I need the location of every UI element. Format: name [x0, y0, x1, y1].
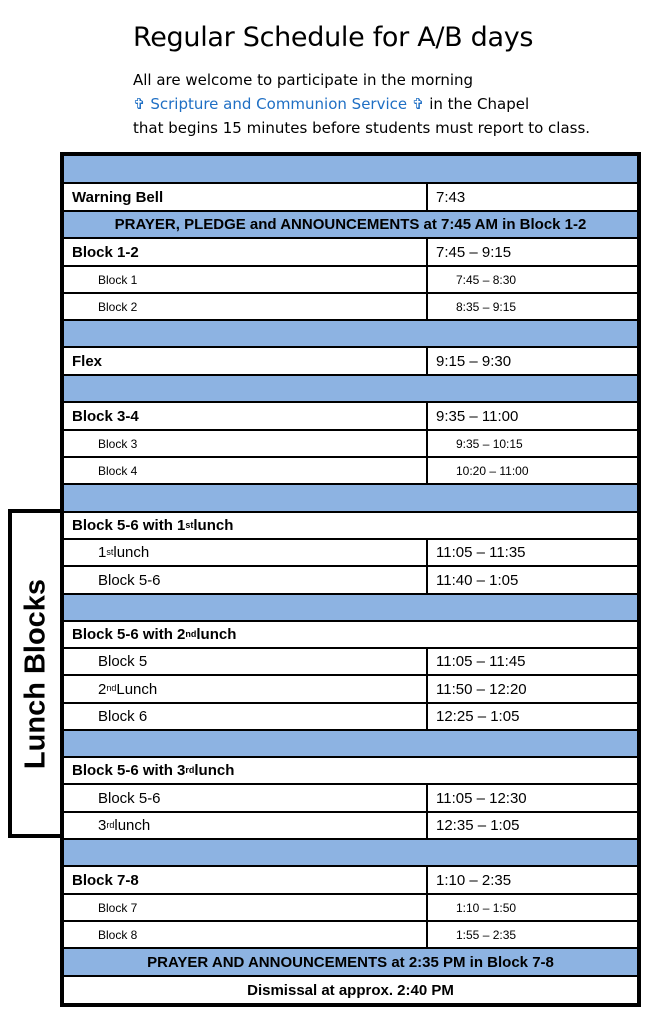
table-row — [64, 458, 637, 485]
lunch-blocks-box — [8, 509, 64, 838]
block8-time: 1:55 – 2:35 — [426, 922, 637, 947]
block4-label: Block 4 — [98, 463, 138, 478]
lunch2-row2-tail: Lunch — [116, 680, 158, 698]
block7-label: Block 7 — [98, 900, 138, 915]
lunch3-row1-time: 11:05 – 12:30 — [426, 785, 637, 811]
block34-label: Block 3-4 — [72, 407, 139, 425]
table-row — [64, 239, 637, 267]
lunch1-row1-num: 1 — [98, 544, 107, 561]
lunch1-heading-tail: lunch — [193, 517, 234, 534]
block2-label: Block 2 — [98, 299, 138, 314]
spacer-row — [64, 376, 637, 403]
table-row — [64, 513, 637, 540]
lunch3-row2-num: 3 — [98, 817, 107, 834]
block3-label: Block 3 — [98, 436, 138, 451]
lunch2-row3-time: 12:25 – 1:05 — [426, 704, 637, 729]
intro-line-2-tail: in the Chapel — [424, 95, 530, 113]
lunch2-row2-label: 2 $^{nd}$ Lunch — [98, 680, 158, 698]
intro-line-3: that begins 15 minutes before students must report to class. — [133, 119, 591, 137]
table-row — [64, 785, 637, 813]
table-row — [64, 758, 637, 785]
table-row — [64, 567, 637, 595]
morning-prayer-banner: PRAYER, PLEDGE and ANNOUNCEMENTS at 7:45 AM in Block 1-2 — [114, 216, 587, 233]
table-row — [64, 977, 637, 1003]
lunch1-heading-text: Block 5-6 with 1 — [72, 517, 186, 534]
lunch1-row1-label: 1 $^{st}$ lunch — [98, 544, 150, 561]
spacer-row — [64, 321, 637, 348]
lunch3-row2-time: 12:35 – 1:05 — [426, 813, 637, 838]
service-name: ✞ Scripture and Communion Service ✞ — [133, 95, 425, 113]
table-row — [64, 704, 637, 731]
table-row — [64, 212, 637, 239]
lunch2-row1-label: Block 5 — [98, 653, 148, 670]
warning-bell-label: Warning Bell — [72, 188, 164, 206]
block2-time: 8:35 – 9:15 — [426, 294, 637, 319]
block3-time: 9:35 – 10:15 — [426, 431, 637, 456]
block34-time: 9:35 – 11:00 — [426, 403, 637, 429]
spacer-row — [64, 595, 637, 622]
lunch1-row2-label: Block 5-6 — [98, 571, 161, 589]
lunch2-row2-time: 11:50 – 12:20 — [426, 676, 637, 702]
block78-label: Block 7-8 — [72, 871, 139, 889]
page-title: Regular Schedule for A/B days — [133, 22, 534, 53]
block4-time: 10:20 – 11:00 — [426, 458, 637, 483]
table-row — [64, 184, 637, 212]
schedule-table — [60, 152, 641, 1007]
table-row — [64, 431, 637, 458]
table-row — [64, 922, 637, 949]
lunch-blocks-label: Lunch Blocks — [19, 578, 52, 769]
lunch2-heading: Block 5-6 with 2 $^{nd}$ lunch — [72, 626, 237, 643]
lunch3-heading-tail: lunch — [194, 762, 235, 779]
spacer-row — [64, 731, 637, 758]
intro-line-2 — [133, 92, 590, 116]
lunch1-heading: Block 5-6 with 1 $^{st}$ lunch — [72, 517, 234, 534]
block1-label: Block 1 — [98, 272, 138, 287]
lunch2-row2-num: 2 — [98, 680, 107, 698]
lunch3-heading: Block 5-6 with 3 $^{rd}$ lunch — [72, 762, 235, 779]
block12-label: Block 1-2 — [72, 243, 139, 261]
lunch1-row1-tail: lunch — [113, 544, 150, 561]
lunch2-row3-label: Block 6 — [98, 708, 148, 725]
block1-time: 7:45 – 8:30 — [426, 267, 637, 292]
intro-line-1: All are welcome to participate in the morning — [133, 71, 474, 89]
afternoon-prayer-banner: PRAYER AND ANNOUNCEMENTS at 2:35 PM in Block 7-8 — [147, 953, 554, 971]
flex-label: Flex — [72, 352, 103, 370]
warning-bell-time: 7:43 — [426, 184, 637, 210]
block12-time: 7:45 – 9:15 — [426, 239, 637, 265]
table-row — [64, 348, 637, 376]
table-row — [64, 649, 637, 676]
intro-text — [133, 68, 590, 140]
lunch1-row1-time: 11:05 – 11:35 — [426, 540, 637, 565]
lunch2-row1-time: 11:05 – 11:45 — [426, 649, 637, 674]
block7-time: 1:10 – 1:50 — [426, 895, 637, 920]
table-row — [64, 267, 637, 294]
spacer-row — [64, 485, 637, 513]
spacer-row — [64, 840, 637, 867]
block78-time: 1:10 – 2:35 — [426, 867, 637, 893]
lunch3-heading-text: Block 5-6 with 3 — [72, 762, 186, 779]
block8-label: Block 8 — [98, 927, 138, 942]
dismissal-note: Dismissal at approx. 2:40 PM — [247, 981, 454, 999]
table-row — [64, 622, 637, 649]
table-row — [64, 294, 637, 321]
table-row — [64, 813, 637, 840]
lunch1-row2-time: 11:40 – 1:05 — [426, 567, 637, 593]
table-row — [64, 949, 637, 977]
lunch3-row2-label: 3 $^{rd}$ lunch — [98, 817, 151, 834]
table-row — [64, 867, 637, 895]
lunch2-heading-tail: lunch — [196, 626, 237, 643]
lunch2-heading-text: Block 5-6 with 2 — [72, 626, 186, 643]
table-row — [64, 895, 637, 922]
lunch3-row2-tail: lunch — [114, 817, 151, 834]
flex-time: 9:15 – 9:30 — [426, 348, 637, 374]
spacer-row — [64, 156, 637, 184]
table-row — [64, 676, 637, 704]
table-row — [64, 403, 637, 431]
lunch3-row1-label: Block 5-6 — [98, 789, 161, 807]
table-row — [64, 540, 637, 567]
